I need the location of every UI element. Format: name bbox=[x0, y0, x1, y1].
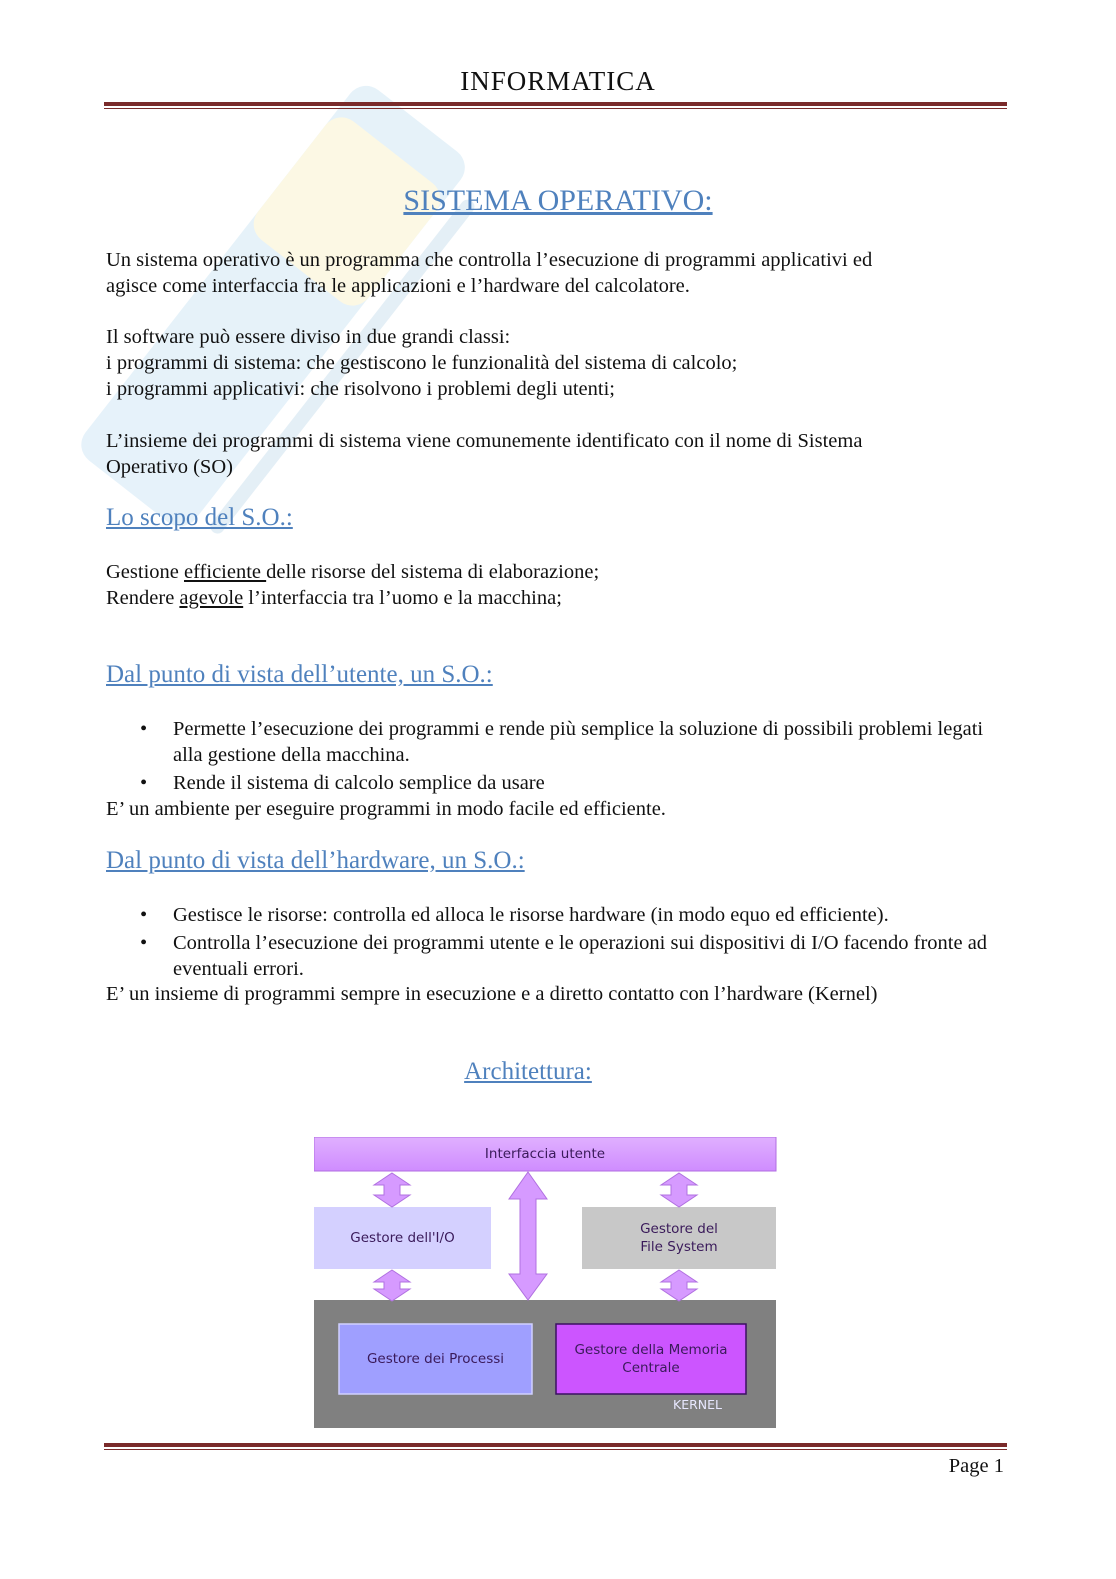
text-line: Operativo (SO) bbox=[106, 456, 233, 478]
hardware-view-heading: Dal punto di vista dell’hardware, un S.O.: bbox=[106, 847, 525, 874]
page-number: Page 1 bbox=[948, 1455, 1004, 1477]
text-line: Un sistema operativo è un programma che controlla l’esecuzione di programmi applicativi ed bbox=[106, 249, 873, 271]
underlined-word: efficiente bbox=[184, 561, 267, 583]
list-item: • Rende il sistema di calcolo semplice da usare bbox=[140, 772, 545, 794]
memory-manager-label-line: Gestore della Memoria bbox=[574, 1342, 728, 1358]
text-line: E’ un ambiente per eseguire programmi in modo facile ed efficiente. bbox=[106, 798, 666, 820]
list-item-text: Controlla l’esecuzione dei programmi utente e le operazioni sui dispositivi di I/O facendo fronte ad eventuali errori. bbox=[173, 932, 988, 980]
fs-manager-label-line: Gestore del bbox=[640, 1221, 718, 1237]
user-interface-label: Interfaccia utente bbox=[484, 1146, 606, 1162]
memory-manager-label-line: Centrale bbox=[622, 1360, 680, 1376]
scope-heading: Lo scopo del S.O.: bbox=[106, 504, 293, 531]
watermark-logo bbox=[20, 50, 520, 570]
underlined-word: agevole bbox=[179, 587, 244, 609]
footer-rule bbox=[104, 1443, 1007, 1450]
text-line: E’ un insieme di programmi sempre in esecuzione e a diretto contatto con l’hardware (Kernel) bbox=[106, 983, 878, 1005]
architecture-heading: Architettura: bbox=[464, 1058, 592, 1085]
hardware-view-list bbox=[138, 902, 1008, 984]
text-line: agisce come interfaccia fra le applicazioni e l’hardware del calcolatore. bbox=[106, 275, 690, 297]
arrow-ui-fs bbox=[661, 1173, 697, 1207]
arrow-fs-kernel bbox=[661, 1270, 697, 1301]
user-view-list bbox=[138, 716, 1008, 798]
architecture-diagram bbox=[314, 1137, 777, 1429]
header-rule bbox=[104, 102, 1007, 109]
text-line: L’insieme dei programmi di sistema viene comunemente identificato con il nome di Sistema bbox=[106, 430, 863, 452]
list-item: • Gestisce le risorse: controlla ed alloca le risorse hardware (in modo equo ed efficiente). bbox=[140, 904, 889, 926]
text-line: i programmi di sistema: che gestiscono le funzionalità del sistema di calcolo; bbox=[106, 352, 738, 374]
arrow-ui-io bbox=[374, 1173, 410, 1207]
text-line: i programmi applicativi: che risolvono i problemi degli utenti; bbox=[106, 378, 615, 400]
text-span: Rendere bbox=[106, 587, 180, 609]
memory-manager-label bbox=[556, 1324, 746, 1394]
arrow-ui-kernel bbox=[509, 1172, 547, 1300]
page-title: SISTEMA OPERATIVO: bbox=[403, 184, 713, 217]
user-view-closing bbox=[106, 796, 1006, 822]
list-item: • Controlla l’esecuzione dei programmi utente e le operazioni sui dispositivi di I/O facendo fronte ad eventuali errori. bbox=[140, 932, 988, 980]
intro-paragraph bbox=[106, 247, 1006, 299]
io-manager-label: Gestore dell'I/O bbox=[350, 1230, 455, 1246]
hardware-view-closing bbox=[106, 981, 1006, 1007]
process-manager-label: Gestore dei Processi bbox=[366, 1351, 505, 1367]
arrow-io-kernel bbox=[374, 1270, 410, 1301]
list-item-text: Rende il sistema di calcolo semplice da usare bbox=[173, 772, 545, 794]
text-line bbox=[106, 585, 1006, 611]
text-span: l’interfaccia tra l’uomo e la macchina; bbox=[243, 587, 562, 609]
list-item-text: Permette l’esecuzione dei programmi e rende più semplice la soluzione di possibili problemi legati alla gestione della macchina. bbox=[173, 718, 984, 766]
user-view-heading: Dal punto di vista dell’utente, un S.O.: bbox=[106, 661, 493, 688]
scope-paragraph bbox=[106, 559, 1006, 611]
text-line: Il software può essere diviso in due grandi classi: bbox=[106, 326, 511, 348]
fs-manager-label-line: File System bbox=[640, 1239, 718, 1255]
so-paragraph bbox=[106, 428, 1006, 480]
kernel-label: KERNEL bbox=[673, 1397, 722, 1412]
classes-paragraph bbox=[106, 324, 1006, 402]
header-title: INFORMATICA bbox=[460, 66, 656, 96]
fs-manager-label bbox=[582, 1207, 776, 1269]
list-item-text: Gestisce le risorse: controlla ed alloca le risorse hardware (in modo equo ed efficiente). bbox=[173, 904, 889, 926]
text-line bbox=[106, 559, 1006, 585]
list-item: • Permette l’esecuzione dei programmi e rende più semplice la soluzione di possibili problemi legati alla gestione della macchina. bbox=[140, 718, 984, 766]
text-span: delle risorse del sistema di elaborazione; bbox=[266, 561, 600, 583]
text-span: Gestione bbox=[106, 561, 184, 583]
